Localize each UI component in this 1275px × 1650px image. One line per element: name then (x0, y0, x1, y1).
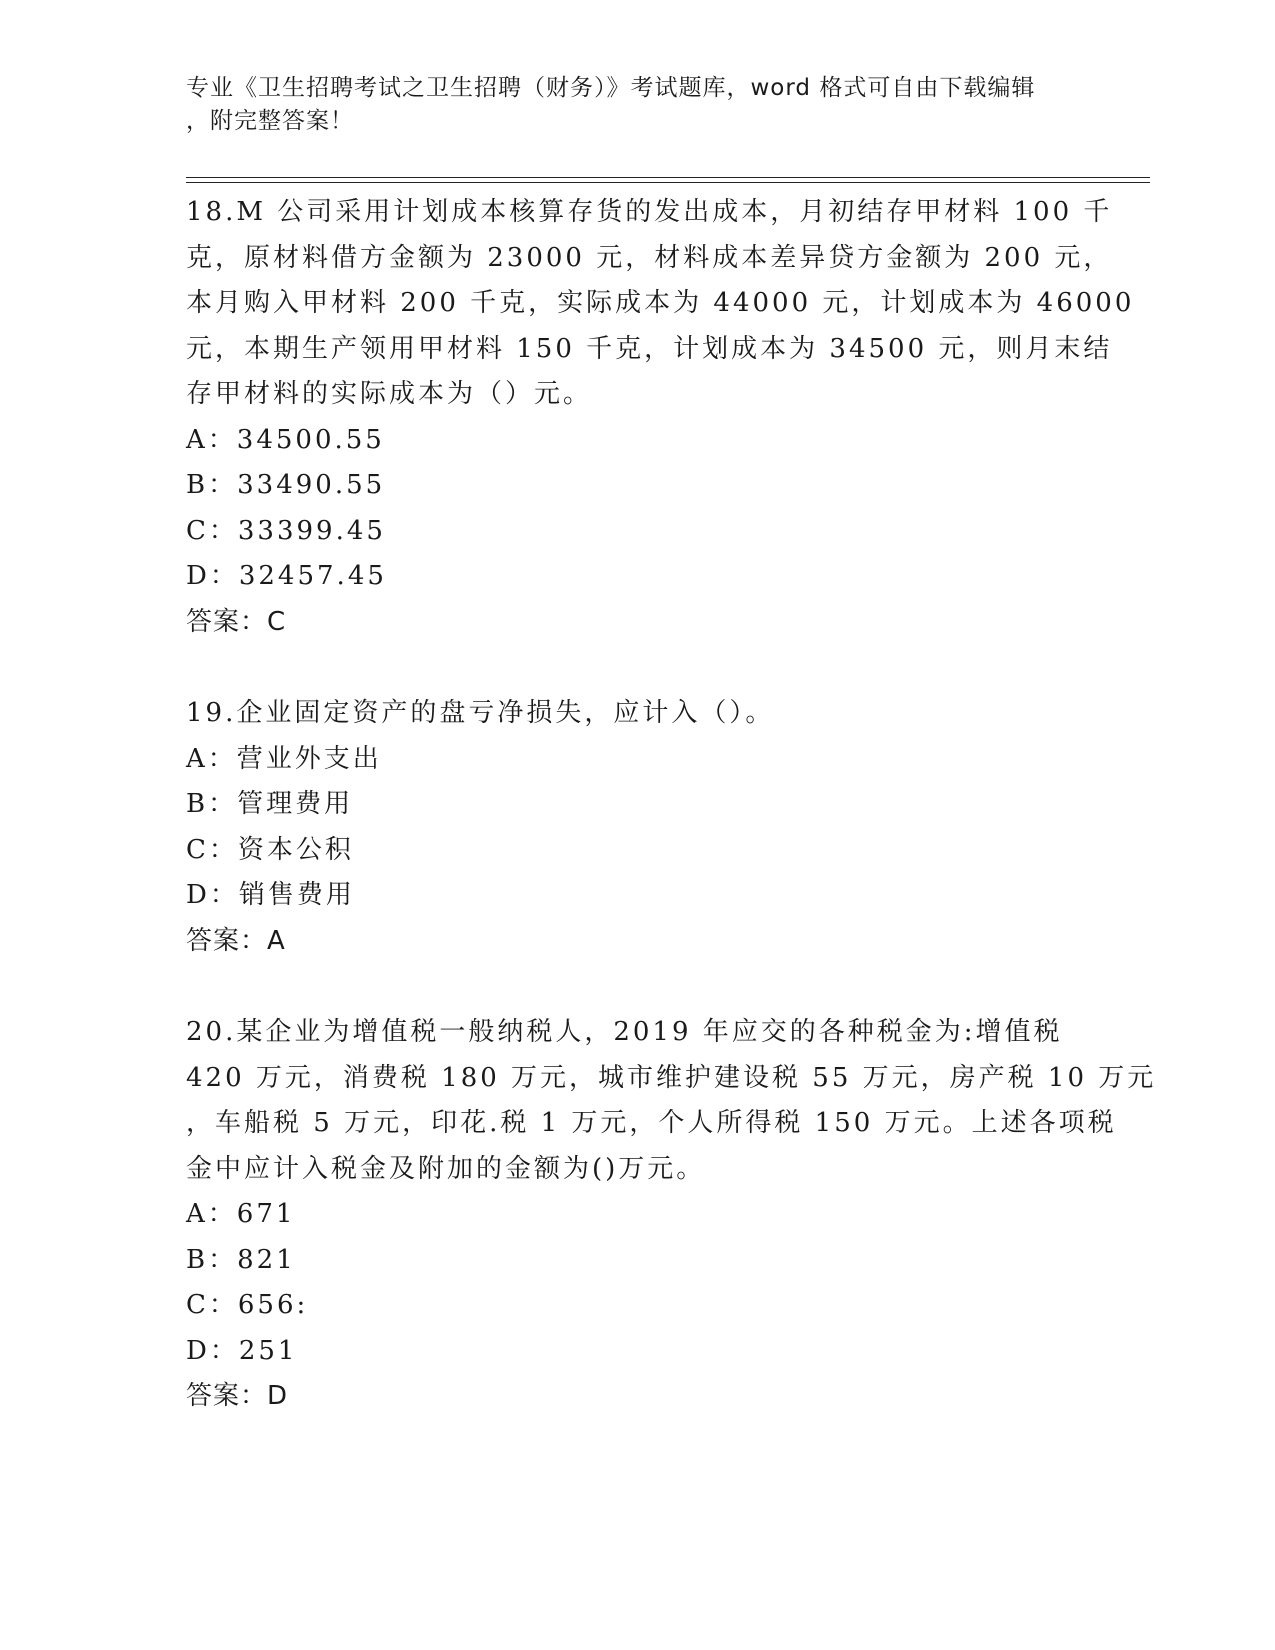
question-text-line: 金中应计入税金及附加的金额为()万元。 (186, 1153, 706, 1184)
question-text-line: 存甲材料的实际成本为（）元。 (186, 379, 593, 409)
header-divider-bottom (186, 182, 1150, 183)
question-text-line: ，车船税 5 万元，印花.税 1 万元，个人所得税 150 万元。上述各项税 (186, 1108, 1117, 1138)
option-c: C：资本公积 (186, 834, 354, 865)
document-header (186, 72, 1086, 138)
question-18 (186, 190, 1135, 645)
option-d: D：32457.45 (186, 561, 387, 591)
question-text-line: 19.企业固定资产的盘亏净损失，应计入（）。 (186, 698, 775, 728)
option-a: A：34500.55 (186, 424, 385, 455)
header-line-2: ，附完整答案！ (186, 108, 354, 134)
option-d: D：251 (186, 1335, 298, 1366)
answer-label: 答案：A (186, 925, 286, 956)
question-text-line: 克，原材料借方金额为 23000 元，材料成本差异贷方金额为 200 元， (186, 242, 1113, 273)
question-text-line: 420 万元，消费税 180 万元，城市维护建设税 55 万元，房产税 10 万元 (186, 1062, 1157, 1093)
option-a: A：671 (186, 1199, 296, 1229)
answer-label: 答案：C (186, 606, 287, 637)
option-c: C：33399.45 (186, 515, 386, 546)
question-text-line: 元，本期生产领用甲材料 150 千克，计划成本为 34500 元，则月末结 (186, 333, 1113, 364)
question-list (186, 190, 1157, 1420)
option-d: D：销售费用 (186, 880, 355, 910)
option-b: B：管理费用 (186, 789, 354, 819)
question-text-line: 本月购入甲材料 200 千克，实际成本为 44000 元，计划成本为 46000 (186, 288, 1135, 318)
answer-label: 答案：D (186, 1381, 289, 1411)
header-line-1: 专业《卫生招聘考试之卫生招聘（财务）》考试题库，word 格式可自由下载编辑 (186, 75, 1036, 101)
question-text-line: 18.M 公司采用计划成本核算存货的发出成本，月初结存甲材料 100 千 (186, 197, 1113, 227)
question-text-line: 20.某企业为增值税一般纳税人，2019 年应交的各种税金为:增值税 (186, 1017, 1063, 1047)
question-20 (186, 1010, 1157, 1420)
option-b: B：821 (186, 1244, 296, 1275)
option-c: C：656: (186, 1290, 309, 1320)
question-19 (186, 691, 1106, 964)
header-divider-top (186, 177, 1150, 178)
option-a: A：营业外支出 (186, 743, 382, 774)
option-b: B：33490.55 (186, 470, 386, 500)
